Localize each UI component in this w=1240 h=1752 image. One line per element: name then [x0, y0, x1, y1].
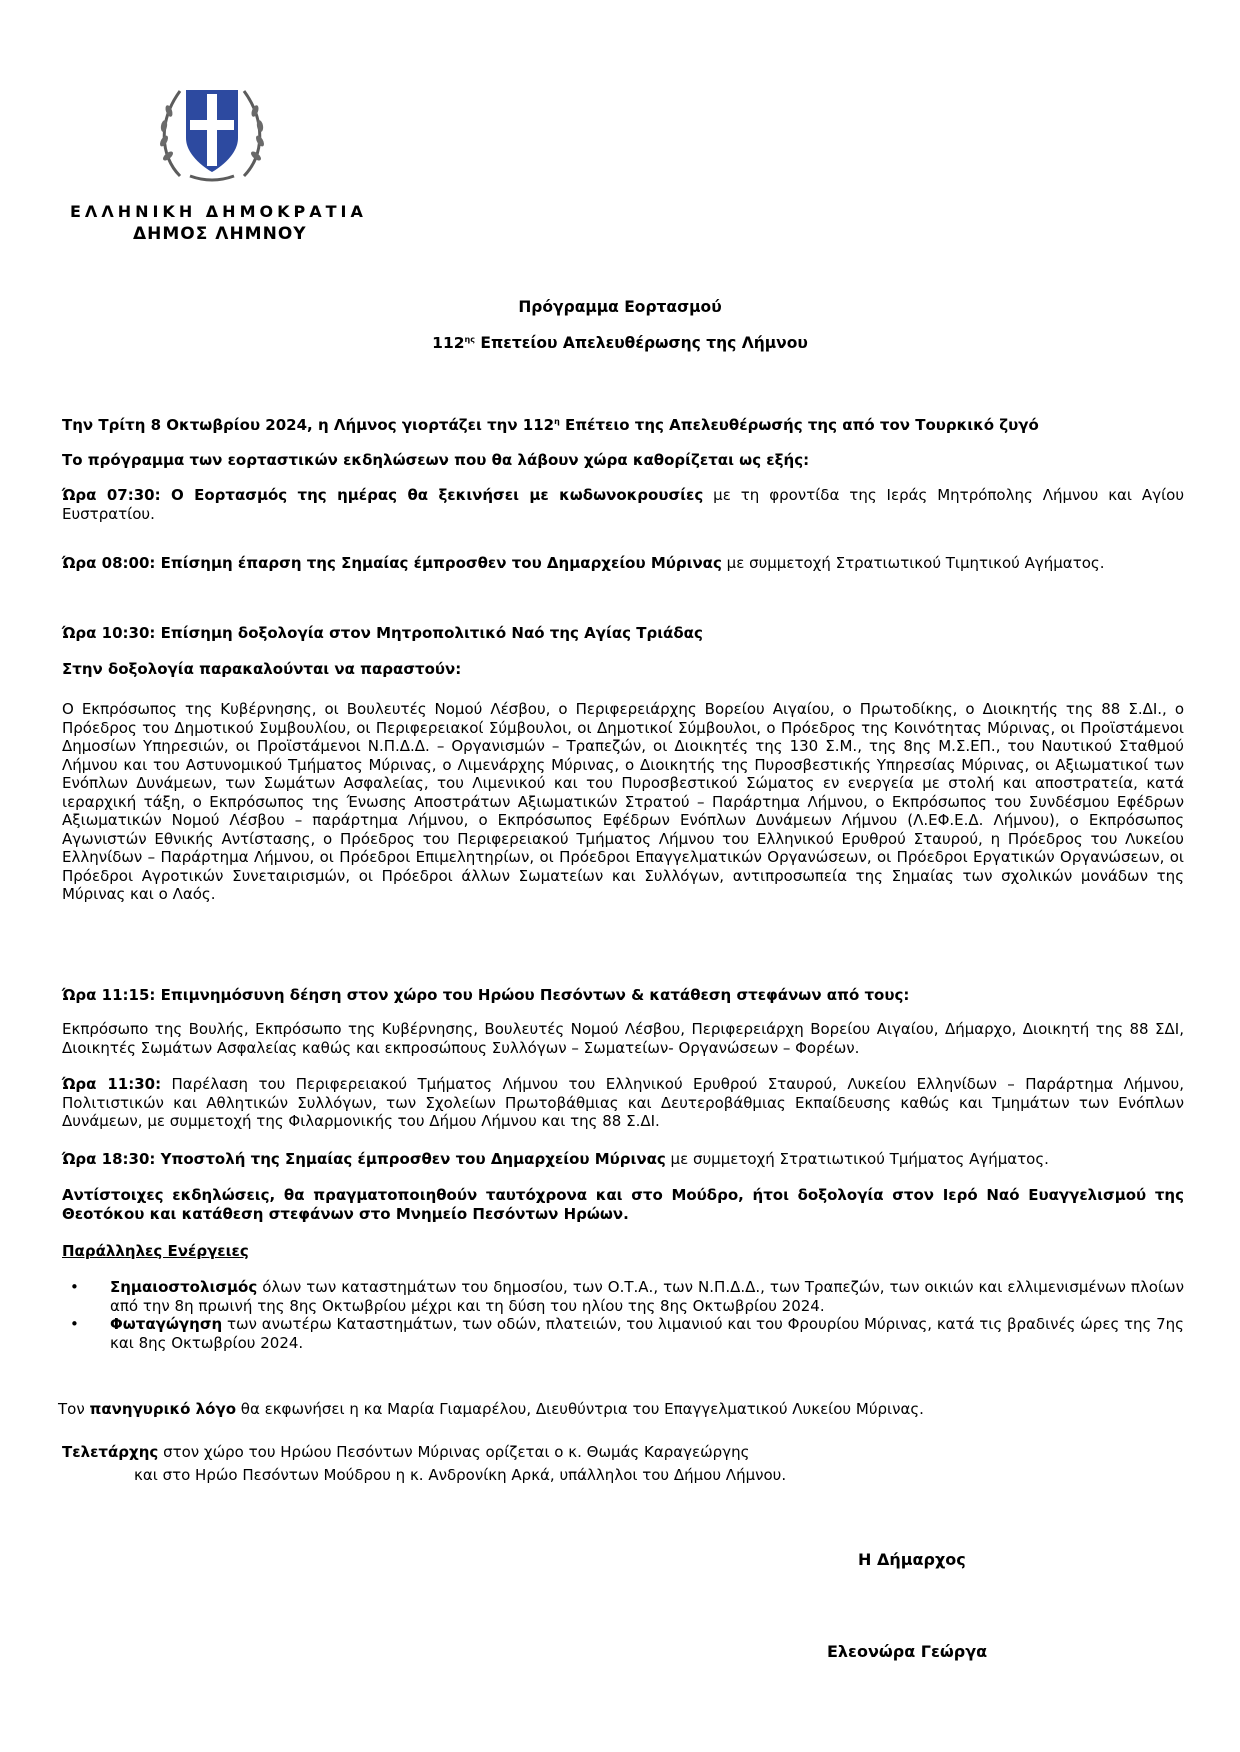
- event-1030-attendees: Ο Εκπρόσωπος της Κυβέρνησης, οι Βουλευτές Νομού Λέσβου, ο Περιφερειάρχης Βορείου Αιγαίου, ο Πρωτοδίκης, ο Διοικητής της 88 Σ.ΔΙ., ο Πρόεδρος του Δημοτικού Συμβουλίου, οι Περιφερειακοί Σύμβουλοι, οι Δημοτικοί Σύμβουλοι, ο Πρόεδρος της Κοινότητας Μύρινας, οι Προϊστάμενοι Δημοσίων Υπηρεσιών, οι Προϊστάμενοι Ν.Π.Δ.Δ. – Οργανισμών – Τραπεζών, οι Διοικητές της 130 Σ.Μ., της 8ης Μ.Σ.ΕΠ., του Ναυτικού Σταθμού Λήμνου και του Αστυνομικού Τμήματος Μύρινας, ο Λιμενάρχης Μύρινας, ο Διοικητής της Πυροσβεστικής Υπηρεσίας Μύρινας, οι Αξιωματικοί των Ενόπλων Δυνάμεων, των Σωμάτων Ασφαλείας, του Λιμενικού και του Πυροσβεστικού Σώματος εν ενεργεία με στολή και αποστρατεία, κατά ιεραρχική τάξη, ο Εκπρόσωπος της Ένωσης Αποστράτων Αξιωματικών Στρατού – Παράρτημα Λήμνου, ο Εκπρόσωπος του Συνδέσμου Εφέδρων Αξιωματικών Νομού Λέσβου – παράρτημα Λήμνου, ο Εκπρόσωπος Εφέδρων Ενόπλων Δυνάμεων Λήμνου (Λ.ΕΦ.Ε.Δ. Λήμνου), ο Εκπρόσωπος Αγωνιστών Εθνικής Αντίστασης, ο Πρόεδρος του Περιφερειακού Τμήματος Λήμνου του Ελληνικού Ερυθρού Σταυρού, η Πρόεδρος του Λυκείου Ελληνίδων – Παράρτημα Λήμνου, οι Πρόεδροι Επιμελητηρίων, οι Πρόεδροι Επαγγελματικών Οργανώσεων, οι Πρόεδροι Εργατικών Οργανώσεων, οι Πρόεδροι Αγροτικών Συνεταιρισμών, οι Πρόεδροι άλλων Σωματείων και Συλλόγων, αντιπροσωπεία της Σημαίας των σχολικών μονάδων της Μύρινας και ο Λαός.: [62, 700, 1184, 903]
- event-1130: Ώρα 11:30: Παρέλαση του Περιφερειακού Τμήματος Λήμνου του Ελληνικού Ερυθρού Σταυρού, Λυκείου Ελληνίδων – Παράρτημα Λήμνου, Πολιτιστικών και Αθλητικών Συλλόγων, των Σχολείων Πρωτοβάθμιας και Δευτεροβάθμιας Εκπαίδευσης καθώς και Τμημάτων των Ενόπλων Δυνάμεων, με συμμετοχή της Φιλαρμονικής του Δήμου Λήμνου και της 88 Σ.ΔΙ.: [62, 1075, 1184, 1130]
- coat-of-arms-icon: [150, 76, 274, 186]
- event-0800: Ώρα 08:00: Επίσημη έπαρση της Σημαίας έμπροσθεν του Δημαρχείου Μύρινας με συμμετοχή Στρατιωτικού Τιμητικού Αγήματος.: [62, 554, 1105, 572]
- list-item: • Φωταγώγηση των ανωτέρω Καταστημάτων, των οδών, πλατειών, του λιμανιού και του Φρουρίου Μύρινας, κατά τις βραδινές ώρες της 7ης και 8ης Οκτωβρίου 2024.: [70, 1315, 1184, 1352]
- bullet-icon: •: [70, 1278, 79, 1296]
- program-title: Πρόγραμμα Εορτασμού: [518, 298, 722, 316]
- signature-name: Ελεονώρα Γεώργα: [827, 1642, 988, 1661]
- country-name: ΕΛΛΗΝΙΚΗ ΔΗΜΟΚΡΑΤΙΑ: [70, 202, 367, 221]
- event-1030: Ώρα 10:30: Επίσημη δοξολογία στον Μητροπολιτικό Ναό της Αγίας Τριάδας: [62, 624, 703, 642]
- master-line-2: και στο Ηρώο Πεσόντων Μούδρου η κ. Ανδρονίκη Αρκά, υπάλληλοι του Δήμου Λήμνου.: [134, 1466, 787, 1484]
- program-subtitle: $112^{\eta\varsigma}$ Επετείου Απελευθέρωσης της Λήμνου: [432, 334, 808, 352]
- parallel-heading: Παράλληλες Ενέργειες: [62, 1242, 249, 1260]
- list-item: • Σημαιοστολισμός όλων των καταστημάτων του δημοσίου, των Ο.Τ.Α., των Ν.Π.Δ.Δ., των Τραπεζών, των οικιών και ελλιμενισμένων πλοίων από την 8η πρωινή της 8ης Οκτωβρίου μέχρι και τη δύση του ηλίου της 8ης Οκτωβρίου 2024.: [70, 1278, 1184, 1315]
- parallel-heading-wrap: [62, 1242, 1184, 1261]
- bullet-icon: •: [70, 1315, 79, 1333]
- program-intro: Το πρόγραμμα των εορταστικών εκδηλώσεων που θα λάβουν χώρα καθορίζεται ως εξής:: [62, 451, 810, 469]
- event-1830: Ώρα 18:30: Υποστολή της Σημαίας έμπροσθεν του Δημαρχείου Μύρινας με συμμετοχή Στρατιωτικού Τμήματος Αγήματος.: [62, 1150, 1049, 1168]
- event-1030-attendees-heading: Στην δοξολογία παρακαλούνται να παραστούν:: [62, 660, 462, 678]
- master-line-1: Τελετάρχης στον χώρο του Ηρώου Πεσόντων Μύρινας ορίζεται ο κ. Θωμάς Καραγεώργης: [62, 1443, 750, 1461]
- speech-line: Τον πανηγυρικό λόγο θα εκφωνήσει η κα Μαρία Γιαμαρέλου, Διευθύντρια του Επαγγελματικού Λυκείου Μύρινας.: [58, 1400, 924, 1418]
- moudros-events: Αντίστοιχες εκδηλώσεις, θα πραγματοποιηθούν ταυτόχρονα και στο Μούδρο, ήτοι δοξολογία στον Ιερό Ναό Ευαγγελισμού της Θεοτόκου και κατάθεση στεφάνων στο Μνημείο Πεσόντων Ηρώων.: [62, 1186, 1184, 1223]
- parallel-list: [62, 1278, 1184, 1352]
- event-0730: Ώρα 07:30: Ο Εορτασμός της ημέρας θα ξεκινήσει με κωδωνοκρουσίες με τη φροντίδα της Ιεράς Μητρόπολης Λήμνου και Αγίου Ευστρατίου.: [62, 486, 1184, 523]
- event-1115-attendees: Εκπρόσωπο της Βουλής, Εκπρόσωπο της Κυβέρνησης, Βουλευτές Νομού Λέσβου, Περιφερειάρχη Βορείου Αιγαίου, Δήμαρχο, Διοικητή της 88 ΣΔΙ, Διοικητές Σωμάτων Ασφαλείας καθώς και εκπροσώπους Συλλόγων – Σωματείων- Οργανώσεων – Φορέων.: [62, 1020, 1184, 1057]
- intro-line: Την Τρίτη 8 Οκτωβρίου 2024, η Λήμνος γιορτάζει την $112^\eta$ Επέτειο της Απελευθέρωσής της από τον Τουρκικό ζυγό: [62, 416, 1039, 434]
- signature-role: Η Δήμαρχος: [858, 1550, 966, 1569]
- event-1115: Ώρα 11:15: Επιμνημόσυνη δέηση στον χώρο του Ηρώου Πεσόντων & κατάθεση στεφάνων από τους:: [62, 986, 910, 1004]
- municipality-name: ΔΗΜΟΣ ΛΗΜΝΟΥ: [133, 224, 307, 244]
